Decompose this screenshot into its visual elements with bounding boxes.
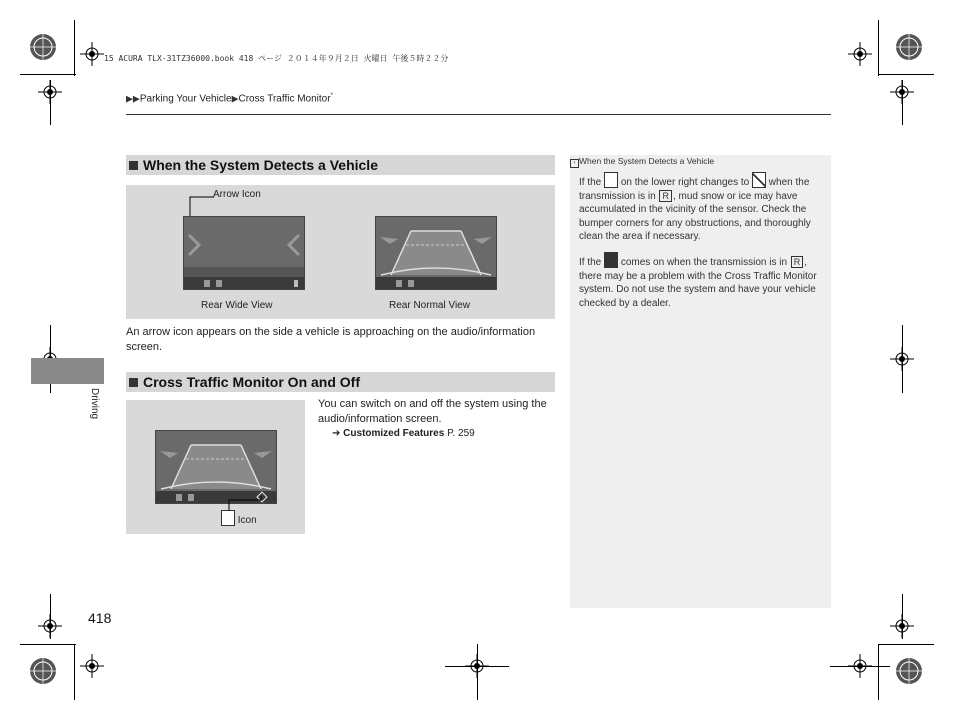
screen-icon — [408, 280, 414, 287]
note-paragraph-1: If the on the lower right changes to when the transmission is in R , mud snow or ice may have accumulated in the vicinity of the sensor. Check the bumper corners for any obstructions, and thoroughly clean the area if necessary. — [579, 172, 823, 244]
registration-target-icon — [894, 656, 924, 686]
section-title: Cross Traffic Monitor On and Off — [143, 374, 361, 390]
rear-wide-view-caption: Rear Wide View — [201, 300, 273, 311]
customized-features-link[interactable]: ➔ Customized Features P. 259 — [332, 428, 475, 439]
monitor-screen — [155, 430, 277, 504]
page-number: 418 — [88, 610, 112, 626]
registration-target-icon — [28, 32, 58, 62]
crosshair-icon — [80, 42, 104, 66]
left-arrow-icon — [186, 233, 202, 257]
arrow-icon-label: Arrow Icon — [213, 189, 261, 200]
triangle-icon: ▶ — [231, 93, 239, 104]
cross-traffic-monitor-warning-icon — [604, 252, 618, 268]
screen-icon — [216, 280, 222, 287]
screen-icon — [396, 280, 402, 287]
header-rule — [126, 114, 831, 115]
note-paragraph-2: If the comes on when the transmission is in R , there may be a problem with the Cross Traffic Monitor system. Do not use the system and have your vehicle checked by a dealer. — [579, 252, 823, 310]
icon-label: Icon — [221, 510, 257, 526]
reverse-gear-key: R — [659, 190, 672, 202]
note-heading: › When the System Detects a Vehicle — [570, 156, 714, 168]
section-title: When the System Detects a Vehicle — [143, 157, 378, 173]
breadcrumb-mark: * — [330, 93, 333, 99]
breadcrumb — [126, 93, 333, 104]
parking-guide-lines — [156, 431, 276, 491]
triangle-icon: ▶▶ — [126, 93, 140, 104]
right-arrow-icon — [286, 233, 302, 257]
link-arrow-icon: ➔ — [332, 428, 341, 439]
side-tab — [31, 358, 104, 384]
breadcrumb-part2[interactable]: Cross Traffic Monitor — [238, 93, 331, 105]
registration-target-icon — [28, 656, 58, 686]
parking-guide-lines — [376, 217, 496, 277]
square-bullet-icon — [129, 161, 138, 170]
side-tab-label: Driving — [89, 388, 100, 420]
cross-traffic-monitor-icon — [604, 172, 618, 188]
side-tab-label-wrap — [88, 388, 102, 428]
crosshair-icon — [848, 42, 872, 66]
screen-icon — [188, 494, 194, 501]
rear-normal-view-caption: Rear Normal View — [389, 300, 470, 311]
breadcrumb-part1[interactable]: Parking Your Vehicle — [139, 93, 232, 105]
screen-icon — [176, 494, 182, 501]
section1-description: An arrow icon appears on the side a vehicle is approaching on the audio/information screen. — [126, 326, 536, 353]
reverse-gear-key: R — [791, 256, 804, 268]
section2-description: You can switch on and off the system using the audio/information screen. — [318, 398, 547, 425]
registration-target-icon — [894, 32, 924, 62]
crosshair-icon — [80, 654, 104, 678]
note-marker-icon: › — [570, 159, 579, 168]
section-heading-detects — [126, 155, 555, 175]
section-heading-on-off — [126, 372, 555, 392]
square-bullet-icon — [129, 378, 138, 387]
cross-traffic-monitor-icon — [221, 510, 235, 526]
file-meta: 15 ACURA TLX-31TZ36000.book 418 ページ ２０１４年９月２日 火曜日 午後５時２２分 — [104, 54, 449, 63]
sensor-icon — [294, 280, 298, 287]
cross-traffic-monitor-off-icon — [752, 172, 766, 188]
screen-icon — [204, 280, 210, 287]
rear-normal-view-screen — [375, 216, 497, 290]
rear-wide-view-screen — [183, 216, 305, 290]
